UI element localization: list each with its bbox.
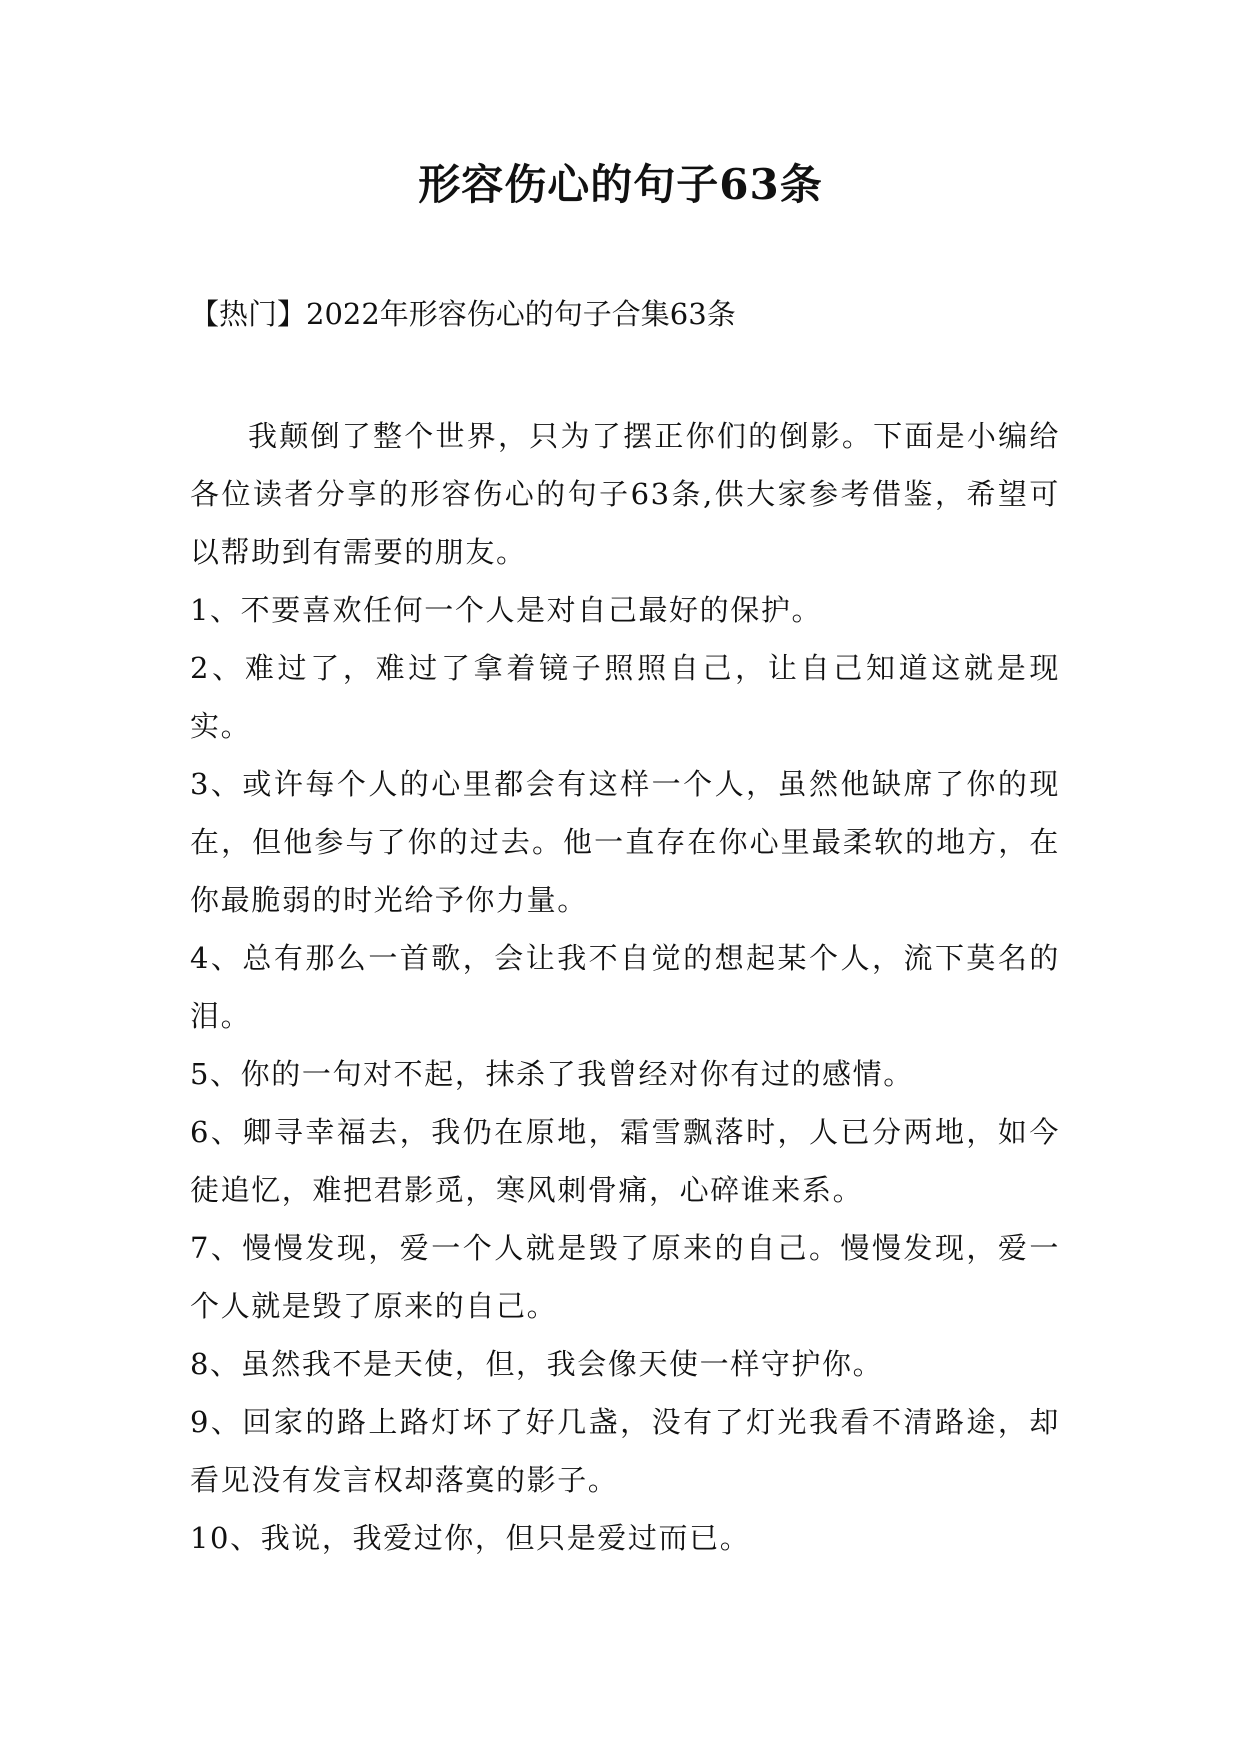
document-subtitle: 【热门】2022年形容伤心的句子合集63条 bbox=[190, 297, 736, 331]
document-title: 形容伤心的句子63条 bbox=[418, 160, 823, 209]
list-item: 2、难过了，难过了拿着镜子照照自己，让自己知道这就是现实。 bbox=[190, 651, 1060, 743]
list-item: 4、总有那么一首歌，会让我不自觉的想起某个人，流下莫名的泪。 bbox=[190, 941, 1060, 1033]
list-item: 5、你的一句对不起，抹杀了我曾经对你有过的感情。 bbox=[190, 1057, 914, 1091]
intro-paragraph: 我颠倒了整个世界，只为了摆正你们的倒影。下面是小编给各位读者分享的形容伤心的句子63条,供大家参考借鉴，希望可以帮助到有需要的朋友。 bbox=[190, 419, 1060, 569]
list-item: 6、卿寻幸福去，我仍在原地，霜雪飘落时，人已分两地，如今徒追忆，难把君影觅，寒风刺骨痛，心碎谁来系。 bbox=[190, 1115, 1060, 1207]
list-item: 7、慢慢发现，爱一个人就是毁了原来的自己。慢慢发现，爱一个人就是毁了原来的自己。 bbox=[190, 1231, 1060, 1323]
list-item: 9、回家的路上路灯坏了好几盏，没有了灯光我看不清路途，却看见没有发言权却落寞的影子。 bbox=[190, 1405, 1060, 1497]
list-item: 8、虽然我不是天使，但，我会像天使一样守护你。 bbox=[190, 1347, 884, 1381]
list-item: 10、我说，我爱过你，但只是爱过而已。 bbox=[190, 1521, 751, 1555]
list-item: 1、不要喜欢任何一个人是对自己最好的保护。 bbox=[190, 593, 823, 627]
list-item: 3、或许每个人的心里都会有这样一个人，虽然他缺席了你的现在，但他参与了你的过去。他一直存在你心里最柔软的地方，在你最脆弱的时光给予你力量。 bbox=[190, 767, 1060, 917]
document-body bbox=[190, 407, 1060, 1567]
